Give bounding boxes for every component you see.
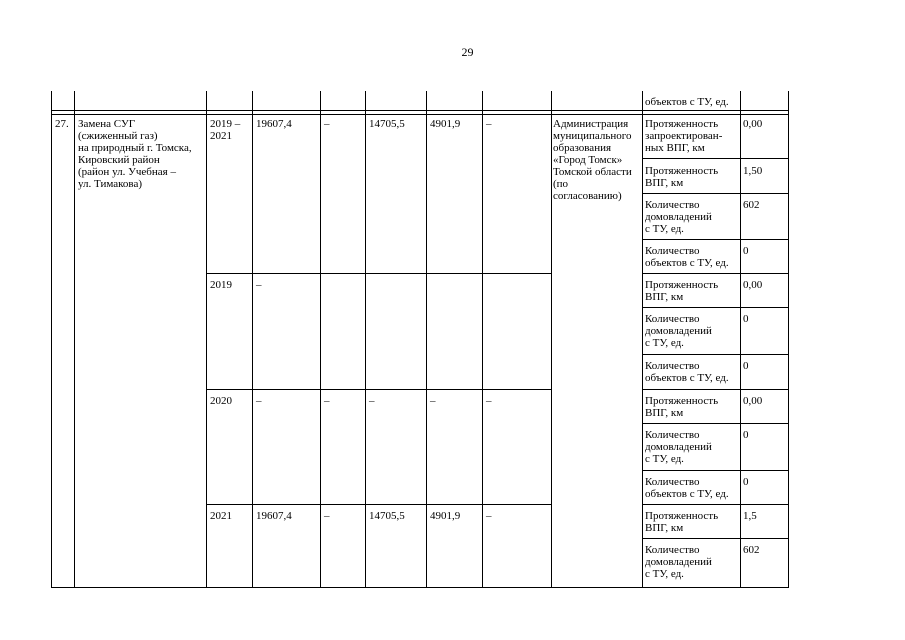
measure-name-line: Замена СУГ [78, 118, 136, 130]
indicator-value: 0,00 [743, 395, 763, 407]
table-border [482, 91, 483, 588]
other-cell: – [486, 510, 492, 522]
table-border [642, 91, 643, 588]
measure-name-line: на природный г. Томска, [78, 142, 192, 154]
indicator-line: Количество [645, 245, 700, 257]
table-border [365, 91, 366, 588]
indicator-label [645, 199, 712, 235]
indicator-label [645, 165, 718, 189]
indicator-value: 0 [743, 476, 749, 488]
indicator-value: 602 [743, 199, 760, 211]
indicator-line: Протяженность [645, 279, 719, 291]
indicator-line: с ТУ, ед. [645, 453, 684, 465]
indicator-label [645, 476, 729, 500]
indicator-line: Протяженность [645, 510, 719, 522]
table-border [206, 273, 552, 274]
indicator-line: объектов с ТУ, ед. [645, 488, 729, 500]
indicator-label [645, 118, 722, 154]
measure-name [78, 118, 192, 190]
total-cell: – [256, 279, 262, 291]
table-border [51, 110, 789, 111]
indicator-line: Количество [645, 544, 700, 556]
indicator-label [645, 245, 729, 269]
indicator-line: с ТУ, ед. [645, 568, 684, 580]
indicator-line: домовладений [645, 325, 712, 337]
table-border [74, 91, 75, 588]
indicator-line: Количество [645, 360, 700, 372]
executor-line: Томской области [553, 166, 632, 178]
indicator-value: 0,00 [743, 118, 763, 130]
table-border [788, 91, 789, 588]
indicator-value: 0 [743, 245, 749, 257]
table-border [642, 470, 789, 471]
table-border [642, 354, 789, 355]
regional-cell: 14705,5 [369, 510, 405, 522]
federal-cell: – [324, 118, 330, 130]
indicator-line: Количество [645, 313, 700, 325]
total-cell: – [256, 395, 262, 407]
local-cell: 4901,9 [430, 118, 461, 130]
table-border [51, 587, 789, 588]
executor-line: Администрация [553, 118, 629, 130]
federal-cell: – [324, 510, 330, 522]
indicator-value: 0 [743, 429, 749, 441]
table-border [642, 538, 789, 539]
table-border [642, 504, 789, 505]
indicator-value: 1,5 [743, 510, 757, 522]
page-number: 29 [461, 45, 474, 59]
indicator-line: объектов с ТУ, ед. [645, 257, 729, 269]
other-cell: – [486, 395, 492, 407]
indicator-line: домовладений [645, 556, 712, 568]
executor-line: муниципального [553, 130, 632, 142]
indicator-line: Протяженность [645, 118, 719, 130]
period-line: 2021 [210, 130, 232, 142]
indicator-line: с ТУ, ед. [645, 337, 684, 349]
table-border [642, 158, 789, 159]
table-border [206, 504, 552, 505]
indicator-label [645, 510, 718, 534]
table-border [252, 91, 253, 588]
period: 2020 [210, 395, 232, 407]
indicator-line: домовладений [645, 441, 712, 453]
indicator-line: Количество [645, 199, 700, 211]
executor-line: образования [553, 142, 612, 154]
total-cell: 19607,4 [256, 510, 292, 522]
measure-name-line: Кировский район [78, 154, 160, 166]
indicator-line: ВПГ, км [645, 407, 684, 419]
period: 2021 [210, 510, 232, 522]
executor-line: (по [553, 178, 569, 190]
indicator-line: с ТУ, ед. [645, 223, 684, 235]
indicator-label [645, 395, 718, 419]
total-cell: 19607,4 [256, 118, 292, 130]
indicator-label [645, 429, 712, 465]
indicator-label [645, 360, 729, 384]
measure-name-line: ул. Тимакова) [78, 178, 142, 190]
table-border [642, 389, 789, 390]
table-border [642, 307, 789, 308]
table-border [642, 239, 789, 240]
indicator-value: 0,00 [743, 279, 763, 291]
indicator-line: Протяженность [645, 395, 719, 407]
indicator-label [645, 313, 712, 349]
table-border [642, 273, 789, 274]
continued-indicator-label: объектов с ТУ, ед. [645, 96, 729, 108]
indicator-value: 602 [743, 544, 760, 556]
measure-name-line: (район ул. Учебная – [78, 166, 176, 178]
period: 2019 [210, 279, 232, 291]
table-border [551, 91, 552, 588]
indicator-line: ВПГ, км [645, 522, 684, 534]
indicator-line: ВПГ, км [645, 177, 684, 189]
regional-cell: – [369, 395, 375, 407]
indicator-value: 0 [743, 313, 749, 325]
table-border [206, 91, 207, 588]
regional-cell: 14705,5 [369, 118, 405, 130]
executor [553, 118, 632, 202]
table-border [426, 91, 427, 588]
table-border [51, 114, 789, 115]
indicator-label [645, 279, 718, 303]
row-number: 27. [55, 118, 69, 130]
federal-cell: – [324, 395, 330, 407]
indicator-line: домовладений [645, 211, 712, 223]
executor-line: «Город Томск» [553, 154, 623, 166]
local-cell: 4901,9 [430, 510, 461, 522]
period [210, 118, 240, 142]
local-cell: – [430, 395, 436, 407]
indicator-line: объектов с ТУ, ед. [645, 372, 729, 384]
table-border [51, 91, 52, 588]
table-border [642, 423, 789, 424]
indicator-line: ных ВПГ, км [645, 142, 705, 154]
period-line: 2019 – [210, 118, 241, 130]
table-border [642, 193, 789, 194]
indicator-line: Количество [645, 429, 700, 441]
table-border [320, 91, 321, 588]
indicator-line: Протяженность [645, 165, 719, 177]
measure-name-line: (сжиженный газ) [78, 130, 158, 142]
indicator-value: 0 [743, 360, 749, 372]
executor-line: согласованию) [553, 190, 622, 202]
indicator-line: Количество [645, 476, 700, 488]
table-border [206, 389, 552, 390]
indicator-value: 1,50 [743, 165, 763, 177]
other-cell: – [486, 118, 492, 130]
table-border [740, 91, 741, 588]
indicator-line: запроектирован- [645, 130, 723, 142]
indicator-label [645, 544, 712, 580]
indicator-line: ВПГ, км [645, 291, 684, 303]
